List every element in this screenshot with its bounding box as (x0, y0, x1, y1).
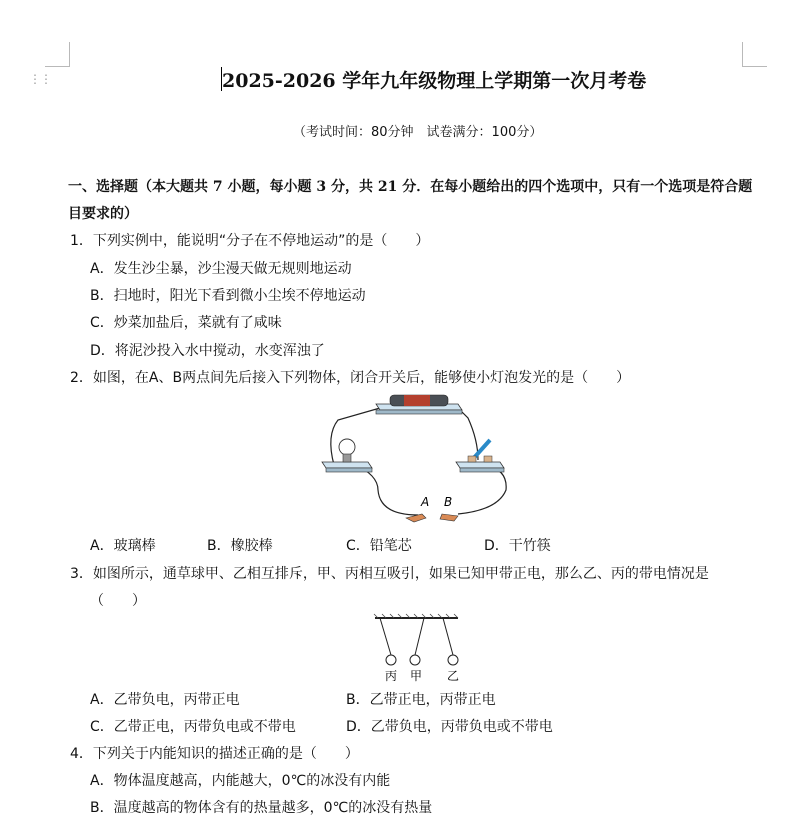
q3-option-c: C．乙带正电，丙带负电或不带电 (90, 719, 296, 735)
q3-option-b: B．乙带正电，丙带正电 (346, 692, 496, 708)
q3-option-a: A．乙带负电，丙带正电 (90, 692, 240, 708)
ball-jia-label: 甲 (410, 669, 423, 683)
q1-option-b: B．扫地时，阳光下看到微小尘埃不停地运动 (90, 288, 366, 304)
q2-option-a: A．玻璃棒 (90, 538, 156, 554)
question-4-stem: 4．下列关于内能知识的描述正确的是（ ） (70, 746, 359, 762)
question-3-stem-cont: （ ） (90, 593, 146, 609)
q1-option-a: A．发生沙尘暴，沙尘漫天做无规则地运动 (90, 261, 352, 277)
question-3-stem: 3．如图所示，通草球甲、乙相互排斥，甲、丙相互吸引，如果已知甲带正电，那么乙、丙的带电情况是 (70, 566, 709, 582)
q3-option-d: D．乙带负电，丙带负电或不带电 (346, 719, 553, 735)
question-2-stem: 2．如图，在A、B两点间先后接入下列物体，闭合开关后，能够使小灯泡发光的是（ ） (70, 370, 631, 386)
q1-option-c: C．炒菜加盐后，菜就有了咸味 (90, 315, 282, 331)
section-heading: 一、选择题（本大题共 7 小题，每小题 3 分，共 21 分．在每小题给出的四个选项中，只有一个选项是符合题 (68, 179, 753, 195)
q2-option-b: B．橡胶棒 (207, 538, 273, 554)
point-b-label: B (444, 495, 453, 509)
q2-option-c: C．铅笔芯 (346, 538, 412, 554)
exam-info: （考试时间：80分钟 试卷满分：100分） (293, 125, 543, 140)
circuit-diagram (318, 390, 518, 530)
section-heading-cont: 目要求的） (68, 206, 138, 222)
point-a-label: A (421, 495, 430, 509)
q4-option-a: A．物体温度越高，内能越大，0℃的冰没有内能 (90, 773, 391, 789)
q4-option-b: B．温度越高的物体含有的热量越多，0℃的冰没有热量 (90, 800, 433, 816)
pith-balls-diagram (370, 612, 466, 684)
q2-option-d: D．干竹筷 (484, 538, 551, 554)
ball-bing-label: 丙 (385, 669, 398, 683)
page-corner-mark-top-left (45, 42, 70, 67)
q1-option-d: D．将泥沙投入水中搅动，水变浑浊了 (90, 343, 325, 359)
question-1-stem: 1．下列实例中，能说明“分子在不停地运动”的是（ ） (70, 233, 430, 249)
page-corner-mark-top-right (742, 42, 767, 67)
drag-handle-icon[interactable]: ⋮⋮ (29, 72, 51, 86)
page-title: 2025-2026 学年九年级物理上学期第一次月考卷 (222, 70, 647, 92)
ball-yi-label: 乙 (447, 669, 460, 683)
